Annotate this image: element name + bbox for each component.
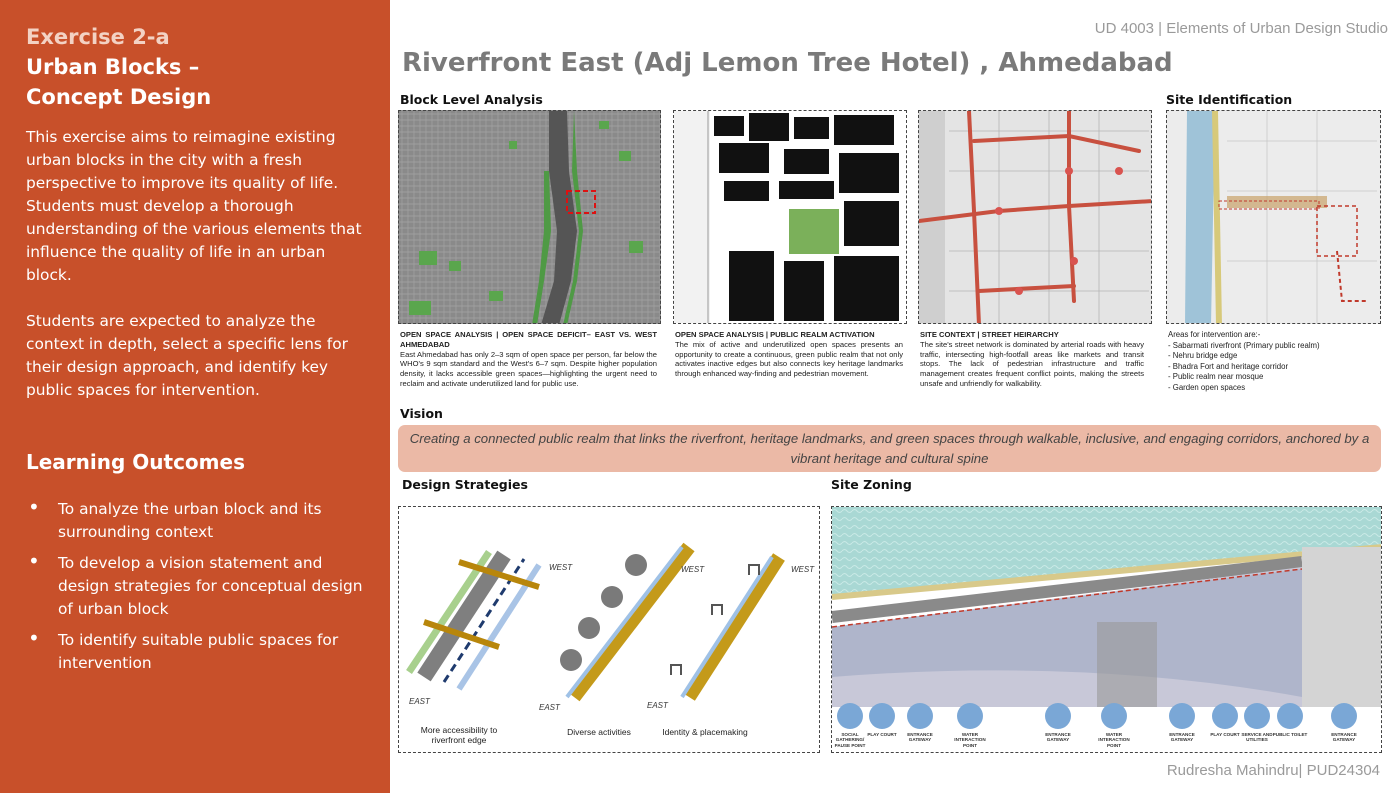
zoning-icon — [898, 703, 942, 743]
title-line-2: Concept Design — [26, 85, 212, 109]
strategy-label-accessibility: More accessibility to riverfront edge — [420, 725, 498, 745]
west-label-1: WEST — [549, 563, 573, 572]
zoning-icon-circle — [907, 703, 933, 729]
zoning-icon-label: ENTRANCE GATEWAY — [1169, 732, 1195, 743]
exercise-number: Exercise 2-a — [26, 25, 170, 49]
zoning-icon — [1092, 703, 1136, 748]
intro-paragraph-1: This exercise aims to reimagine existing urban blocks in the city with a fresh perspective to improve its quality of life. Students must develop a thorough understanding of the various elements that influence the quality of life in an urban block. — [26, 128, 362, 284]
caption-street-title: SITE CONTEXT | STREET HEIRARCHY — [920, 330, 1059, 339]
street-hierarchy-map — [918, 110, 1152, 324]
caption-deficit-body: East Ahmedabad has only 2–3 sqm of open space per person, far below the WHO's 9 sqm standard and the West's 6–7 sqm. Despite higher population density, it lacks accessible green spaces—highlighting the urgent need to reclaim and activate underutilized land for public use. — [400, 349, 657, 388]
vision-heading: Vision — [400, 406, 443, 421]
zoning-icon-circle — [1277, 703, 1303, 729]
caption-activation — [675, 330, 903, 379]
zoning-icon-circle — [869, 703, 895, 729]
zoning-icon-label: PLAY COURT — [1210, 732, 1240, 737]
title-line-1: Urban Blocks – — [26, 55, 200, 79]
street-hierarchy-image — [919, 111, 1152, 324]
zoning-icon-label: WATER INTERACTION POINT — [1098, 732, 1130, 748]
design-strategies-heading: Design Strategies — [402, 477, 528, 492]
sidebar — [0, 0, 390, 793]
gold-band — [689, 557, 779, 697]
zoning-icon-label: PLAY COURT — [867, 732, 897, 737]
caption-activation-title: OPEN SPACE ANALYSIS | PUBLIC REALM ACTIVATION — [675, 330, 875, 339]
intro-paragraph-2: Students are expected to analyze the context in depth, select a specific lens for their design approach, and identify key public spaces for intervention. — [26, 312, 348, 399]
zoning-icon-row — [832, 703, 1382, 753]
zoning-icon-label: ENTRANCE GATEWAY — [1045, 732, 1071, 743]
zoning-icon — [948, 703, 992, 748]
west-label-2: WEST — [681, 565, 705, 574]
open-space-deficit-map — [398, 110, 661, 324]
east-label-3: EAST — [647, 701, 668, 710]
site-zoning-panel — [831, 506, 1382, 753]
site-id-item: - Nehru bridge edge — [1168, 351, 1238, 360]
figure-ground-map — [673, 110, 907, 324]
site-id-item: - Garden open spaces — [1168, 382, 1246, 392]
zoning-icon-circle — [1101, 703, 1127, 729]
site-id-item: - Sabarmati riverfront (Primary public realm) — [1168, 340, 1320, 350]
zoning-icon-circle — [1244, 703, 1270, 729]
exercise-title — [26, 22, 364, 112]
caption-activation-body: The mix of active and underutilized open spaces presents an opportunity to create a continuous, green public realm that not only activates inactive edges but also connects key heritage landmarks through enhanced way-finding and pedestrian movement. — [675, 339, 903, 379]
urban-fabric — [1302, 547, 1382, 707]
site-id-heading: Areas for intervention are:- — [1168, 330, 1261, 339]
author-footer: Rudresha Mahindru| PUD24304 — [1166, 762, 1380, 779]
figure-ground-image — [674, 111, 907, 324]
zoning-icon-label: PUBLIC TOILET — [1272, 732, 1308, 737]
east-label-1: EAST — [409, 697, 430, 706]
zoning-icon-label: WATER INTERACTION POINT — [954, 732, 986, 748]
caption-street-body: The site's street network is dominated by arterial roads with heavy traffic, intersecting high-footfall areas like markets and transit stops. The lack of pedestrian infrastructure and traffic management creates frequent conflict points, making the streets unsafe and unfriendly for walkability. — [920, 339, 1144, 388]
site-identification-image — [1167, 111, 1381, 324]
zoning-icon-label: ENTRANCE GATEWAY — [907, 732, 933, 743]
zoning-icon — [1036, 703, 1080, 743]
site-identification-heading: Site Identification — [1166, 92, 1293, 107]
site-zoning-heading: Site Zoning — [831, 477, 912, 492]
learning-outcomes-heading: Learning Outcomes — [26, 450, 245, 474]
blue-edge — [682, 557, 772, 697]
strategies-diagram — [399, 507, 820, 753]
zoning-icon-label: ENTRANCE GATEWAY — [1331, 732, 1357, 743]
site-id-item: - Public realm near mosque — [1168, 372, 1264, 381]
zoning-icon — [1322, 703, 1366, 743]
zoning-icon-label: SOCIAL GATHERING/ PAUSE POINT — [834, 732, 866, 748]
learning-outcomes-list — [26, 498, 364, 675]
course-label: UD 4003 | Elements of Urban Design Studio — [1094, 20, 1388, 37]
block-analysis-heading: Block Level Analysis — [400, 92, 543, 107]
vision-statement: Creating a connected public realm that links the riverfront, heritage landmarks, and green spaces through walkable, inclusive, and engaging corridors, anchored by a vibrant heritage and cultural spine — [398, 425, 1381, 472]
caption-deficit — [400, 330, 657, 389]
strategy-label-identity: Identity & placemaking — [662, 727, 748, 737]
site-id-item: - Bhadra Fort and heritage corridor — [1168, 361, 1289, 371]
deficit-map-image — [399, 111, 661, 324]
zoning-icon-circle — [1045, 703, 1071, 729]
site-identification-map — [1166, 110, 1381, 324]
outcome-item: • To identify suitable public spaces for intervention — [26, 629, 364, 675]
design-strategies-panel — [398, 506, 820, 753]
site-id-list — [1168, 330, 1378, 393]
zoning-icon-circle — [1169, 703, 1195, 729]
zoning-icon — [1268, 703, 1312, 737]
bridge-ramp — [1097, 622, 1157, 707]
west-label-3: WEST — [791, 565, 815, 574]
zoning-icon-circle — [957, 703, 983, 729]
intro-text — [26, 126, 364, 402]
zoning-icon-circle — [1331, 703, 1357, 729]
zoning-icon — [1160, 703, 1204, 743]
outcome-item: • To analyze the urban block and its surrounding context — [26, 498, 364, 544]
strategy-label-activities: Diverse activities — [567, 727, 631, 737]
zoning-icon-label: SERVICE AND UTILITIES — [1241, 732, 1273, 743]
page-title: Riverfront East (Adj Lemon Tree Hotel) , Ahmedabad — [402, 48, 1173, 78]
caption-street — [920, 330, 1144, 389]
outcome-item: • To develop a vision statement and design strategies for conceptual design of urban block — [26, 552, 364, 621]
caption-deficit-title: OPEN SPACE ANALYSIS | OPEN SPACE DEFICIT– EAST VS. WEST AHMEDABAD — [400, 330, 657, 349]
site-zoning-map — [832, 507, 1382, 707]
east-label-2: EAST — [539, 703, 560, 712]
